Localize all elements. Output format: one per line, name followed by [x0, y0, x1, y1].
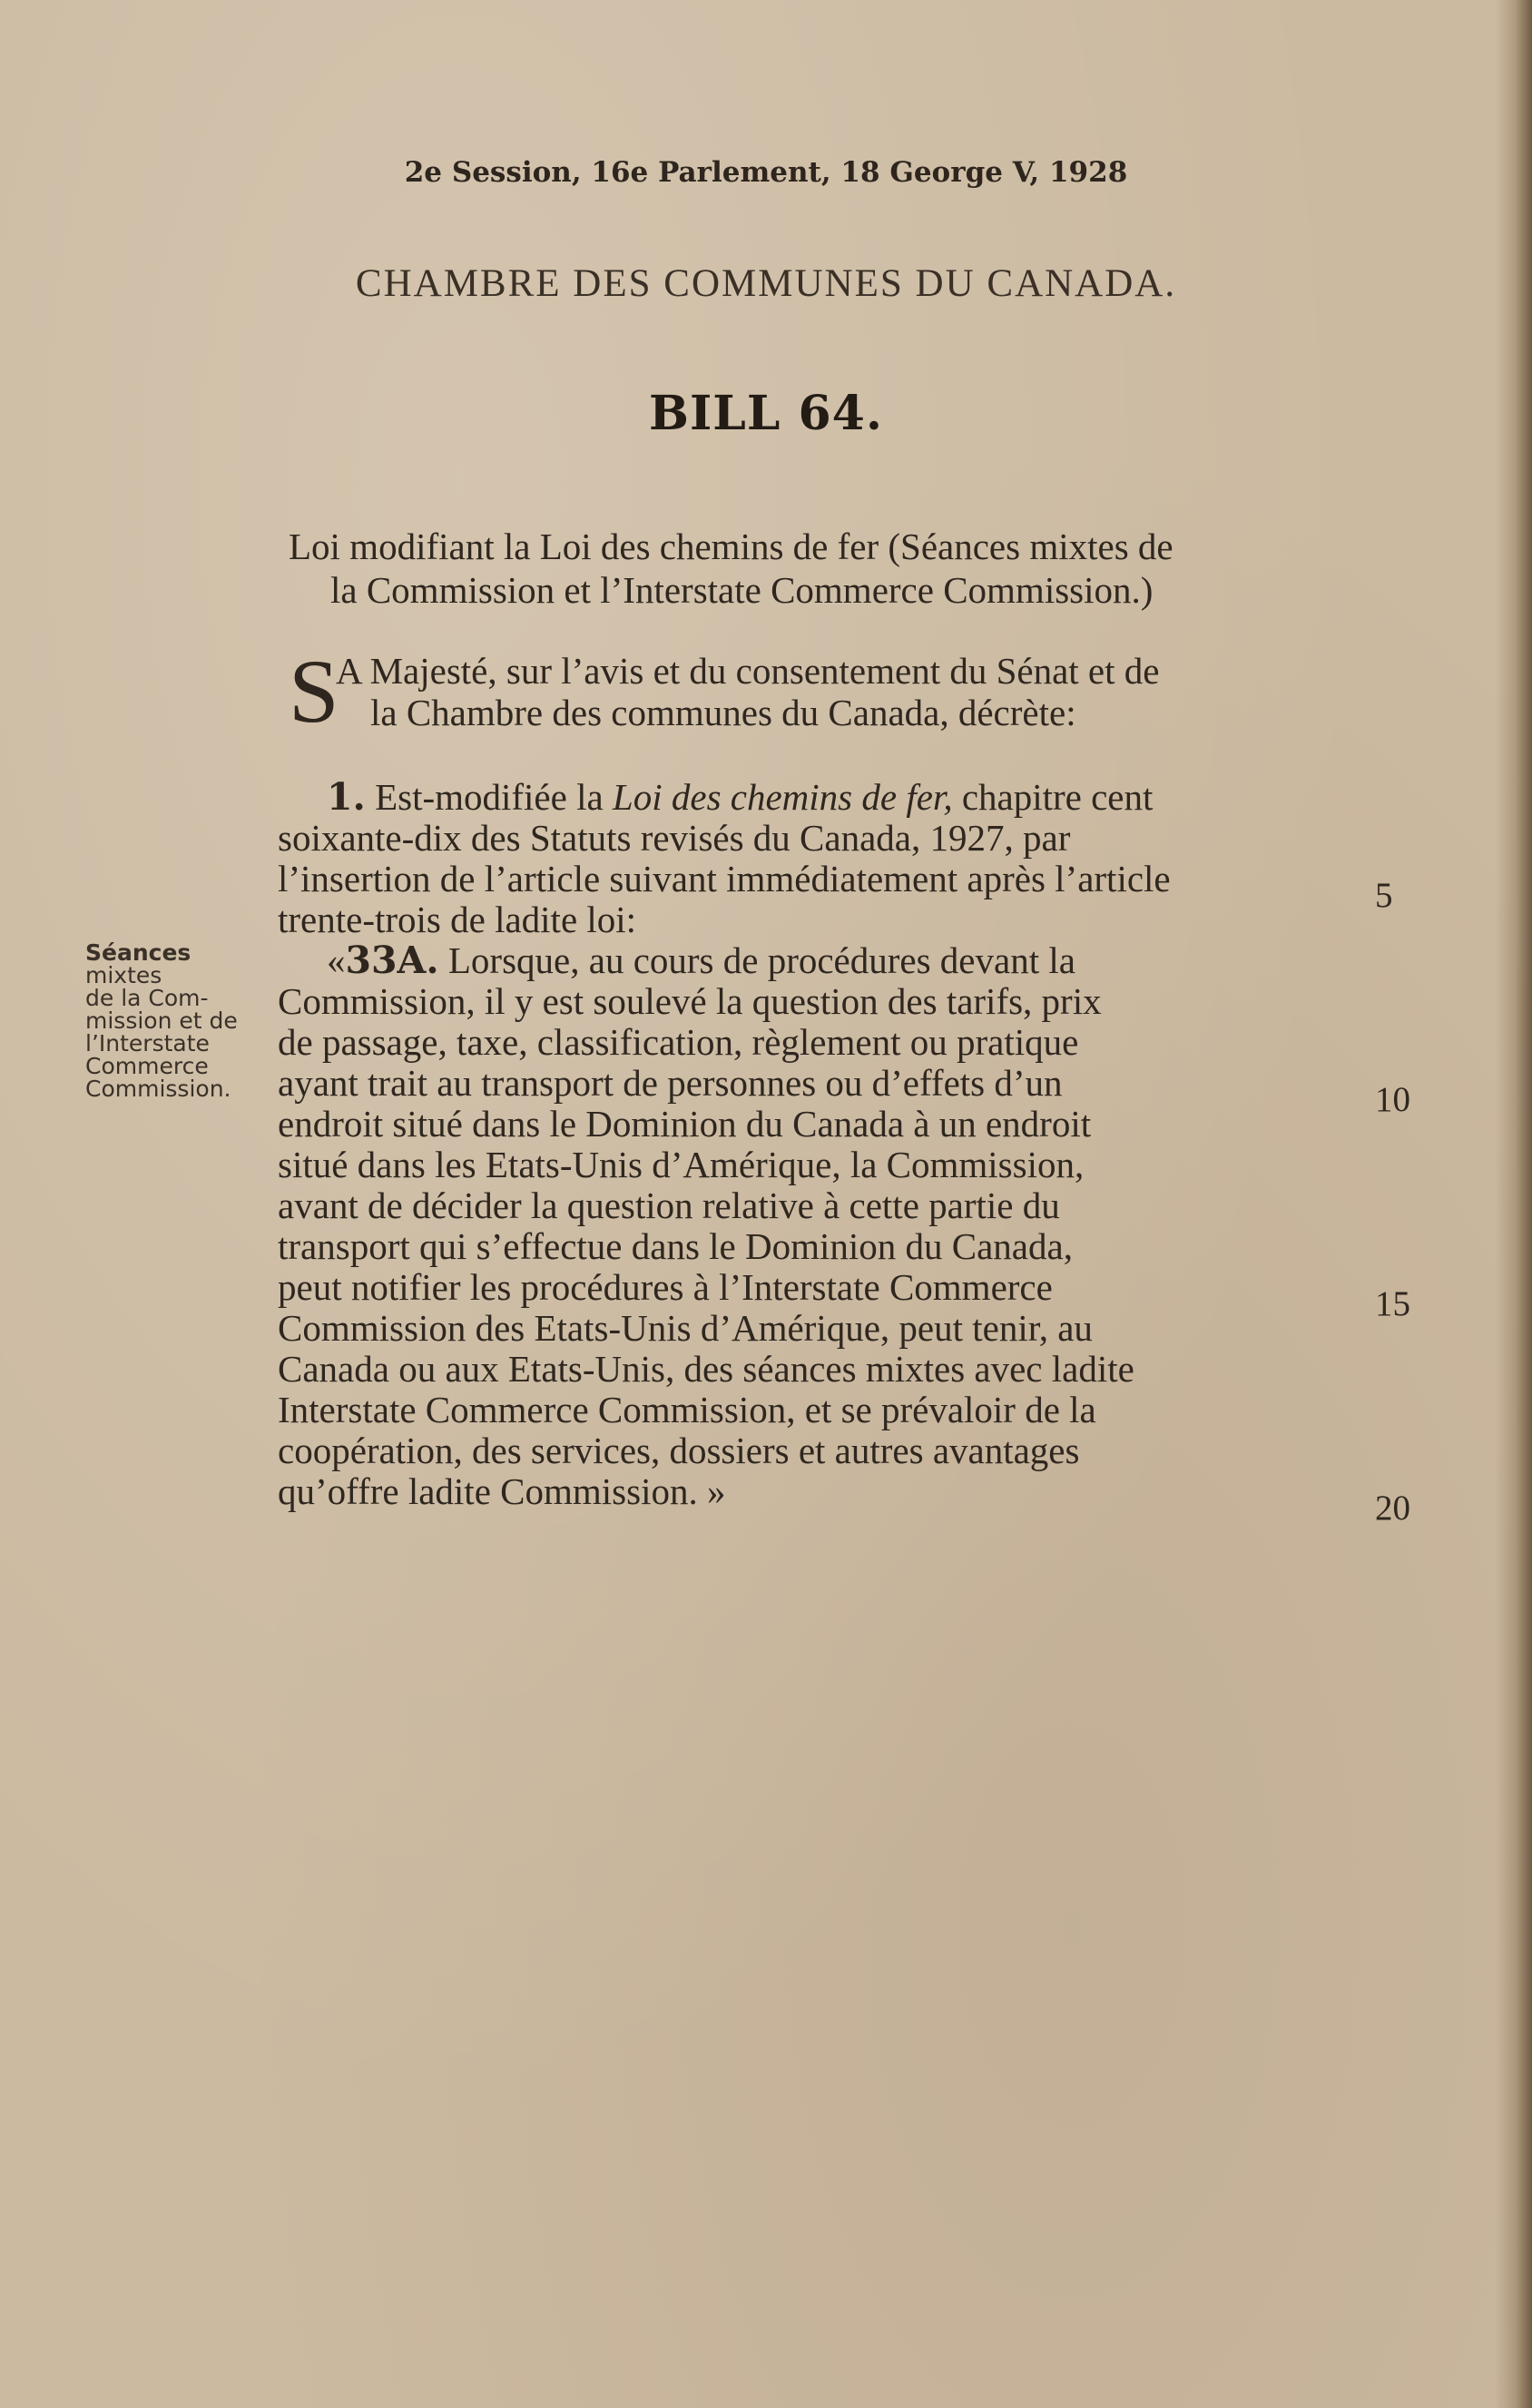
bill-number: BILL 64. — [649, 386, 883, 441]
page-edge-shadow — [1496, 0, 1532, 2408]
section-33a-line: qu’offre ladite Commission. » — [278, 1470, 726, 1512]
marginal-note-line: mixtes — [85, 962, 162, 988]
line-number: 10 — [1375, 1080, 1410, 1119]
section-33a-line: Commission, il y est soulevé la question des tarifs, prix — [278, 980, 1102, 1022]
section-text: Est-modifiée la — [375, 776, 604, 818]
enacting-line: la Chambre des communes du Canada, décrète: — [370, 692, 1076, 733]
marginal-note-line: Commission. — [85, 1076, 231, 1102]
bill-title-line: la Commission et l’Interstate Commerce Commission.) — [330, 569, 1154, 611]
enacting-clause — [289, 641, 1378, 742]
enacting-line: A Majesté, sur l’avis et du consentement du Sénat et de — [336, 650, 1160, 692]
section-number: 1. — [327, 775, 366, 819]
section-number: 33A. — [345, 939, 439, 982]
section-33a-line: de passage, taxe, classification, règlement ou pratique — [278, 1021, 1079, 1063]
line-number: 15 — [1375, 1284, 1410, 1323]
marginal-note-line: de la Com- — [85, 985, 209, 1011]
section-33a-line: avant de décider la question relative à cette partie du — [278, 1184, 1060, 1226]
section-1-line: l’insertion de l’article suivant immédiatement après l’article — [278, 858, 1171, 899]
section-33a-line: ayant trait au transport de personnes ou d’effets d’un — [278, 1062, 1063, 1104]
marginal-note-line: Commerce — [85, 1053, 209, 1079]
section-33a-line: Interstate Commerce Commission, et se prévaloir de la — [278, 1389, 1096, 1430]
section-text: Lorsque, au cours de procédures devant la — [447, 939, 1075, 981]
act-name: Loi des chemins de fer, — [612, 776, 953, 818]
section-33a-line — [278, 940, 1367, 981]
marginal-note — [85, 941, 267, 1100]
section-33a-line: endroit situé dans le Dominion du Canada à un endroit — [278, 1103, 1092, 1145]
marginal-note-line: Séances — [85, 939, 192, 966]
section-1-line — [278, 777, 1367, 818]
drop-cap-letter: S — [289, 641, 339, 742]
section-33a-line: Canada ou aux Etats-Unis, des séances mixtes avec ladite — [278, 1348, 1134, 1390]
marginal-note-line: mission et de — [85, 1007, 238, 1034]
session-header: 2e Session, 16e Parlement, 18 George V, 1928 — [404, 156, 1128, 189]
section-33a-line: situé dans les Etats-Unis d’Amérique, la Commission, — [278, 1144, 1085, 1185]
opening-quote: « — [327, 939, 346, 981]
house-title: CHAMBRE DES COMMUNES DU CANADA. — [355, 262, 1177, 305]
marginal-note-line: l’Interstate — [85, 1030, 210, 1057]
section-33a-line: peut notifier les procédures à l’Interstate Commerce — [278, 1266, 1053, 1308]
section-1-line: soixante-dix des Statuts revisés du Canada, 1927, par — [278, 817, 1071, 859]
section-33a-line: Commission des Etats-Unis d’Amérique, peut tenir, au — [278, 1307, 1093, 1349]
bill-long-title — [289, 525, 1378, 612]
bill-title-line: Loi modifiant la Loi des chemins de fer (Séances mixtes de — [289, 526, 1174, 567]
section-33a-line: transport qui s’effectue dans le Dominion du Canada, — [278, 1225, 1073, 1267]
section-text: chapitre cent — [961, 776, 1154, 818]
bill-body-text — [278, 777, 1367, 1512]
section-1-line: trente-trois de ladite loi: — [278, 899, 637, 940]
line-number: 20 — [1375, 1489, 1410, 1528]
section-33a-line: coopération, des services, dossiers et autres avantages — [278, 1430, 1080, 1471]
line-number: 5 — [1375, 876, 1393, 915]
